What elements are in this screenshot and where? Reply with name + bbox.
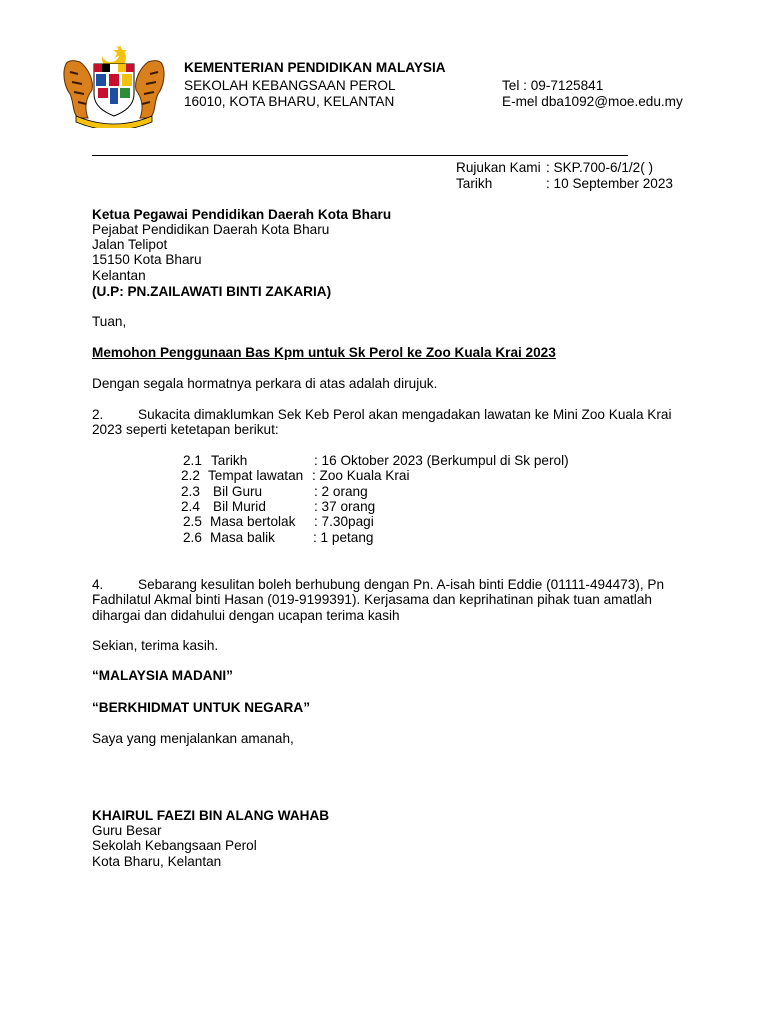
date-label: Tarikh (456, 176, 493, 191)
detail-label: Bil Guru (213, 484, 263, 499)
detail-number: 2.5 (183, 514, 202, 529)
detail-number: 2.2 (181, 468, 200, 483)
detail-value: : 7.30pagi (314, 514, 374, 529)
closing-line: Sekian, terima kasih. (92, 638, 219, 653)
recipient-title: Ketua Pegawai Pendidikan Daerah Kota Bharu (92, 207, 392, 222)
recipient-line: 15150 Kota Bharu (92, 252, 202, 267)
ministry-name: KEMENTERIAN PENDIDIKAN MALAYSIA (184, 60, 446, 75)
detail-value: : 37 orang (314, 499, 376, 514)
reference-value: : SKP.700-6/1/2( ) (546, 160, 654, 175)
recipient-line: Kelantan (92, 268, 146, 283)
paragraph-4-line: dihargai dan didahului dengan ucapan terima kasih (92, 608, 400, 623)
recipient-line: Pejabat Pendidikan Daerah Kota Bharu (92, 222, 330, 237)
letter-subject: Memohon Penggunaan Bas Kpm untuk Sk Perol ke Zoo Kuala Krai 2023 (92, 345, 556, 360)
detail-label: Bil Murid (213, 499, 266, 514)
detail-label: Masa bertolak (210, 514, 296, 529)
detail-value: : Zoo Kuala Krai (312, 468, 410, 483)
signatory-place: Kota Bharu, Kelantan (92, 854, 222, 869)
opening-paragraph: Dengan segala hormatnya perkara di atas adalah dirujuk. (92, 376, 438, 391)
detail-number: 2.4 (181, 499, 200, 514)
paragraph-number: 2. (92, 407, 104, 422)
letterhead-divider (92, 155, 628, 156)
paragraph-4-line: Fadhilatul Akmal binti Hasan (019-9199391). Kerjasama dan keprihatinan pihak tuan amatlah (92, 592, 652, 607)
malaysia-coat-of-arms-logo (58, 42, 170, 128)
detail-value: : 16 Oktober 2023 (Berkumpul di Sk perol) (314, 453, 569, 468)
detail-label: Tempat lawatan (208, 468, 304, 483)
recipient-attention: (U.P: PN.ZAILAWATI BINTI ZAKARIA) (92, 284, 332, 299)
paragraph-number: 4. (92, 577, 104, 592)
detail-number: 2.3 (181, 484, 200, 499)
recipient-line: Jalan Telipot (92, 237, 168, 252)
signatory-school: Sekolah Kebangsaan Perol (92, 838, 257, 853)
detail-number: 2.6 (183, 530, 202, 545)
detail-label: Tarikh (211, 453, 248, 468)
reference-label: Rujukan Kami (456, 160, 541, 175)
detail-value: : 2 orang (314, 484, 368, 499)
date-value: : 10 September 2023 (546, 176, 673, 191)
detail-label: Masa balik (210, 530, 275, 545)
salutation: Tuan, (92, 314, 127, 329)
school-email: E-mel dba1092@moe.edu.my (502, 94, 683, 109)
detail-value: : 1 petang (313, 530, 374, 545)
amanah-line: Saya yang menjalankan amanah, (92, 731, 294, 746)
detail-number: 2.1 (183, 453, 202, 468)
school-name: SEKOLAH KEBANGSAAN PEROL (184, 78, 396, 93)
paragraph-2-line: Sukacita dimaklumkan Sek Keb Perol akan mengadakan lawatan ke Mini Zoo Kuala Krai (138, 407, 672, 422)
signatory-position: Guru Besar (92, 823, 162, 838)
school-address: 16010, KOTA BHARU, KELANTAN (184, 94, 395, 109)
paragraph-4-line: Sebarang kesulitan boleh berhubung dengan Pn. A-isah binti Eddie (01111-494473), Pn (138, 577, 665, 592)
paragraph-2-line: 2023 seperti ketetapan berikut: (92, 422, 279, 437)
slogan-malaysia-madani: “MALAYSIA MADANI” (92, 668, 233, 683)
signatory-name: KHAIRUL FAEZI BIN ALANG WAHAB (92, 808, 330, 823)
school-telephone: Tel : 09-7125841 (502, 78, 604, 93)
slogan-berkhidmat: “BERKHIDMAT UNTUK NEGARA” (92, 700, 310, 715)
